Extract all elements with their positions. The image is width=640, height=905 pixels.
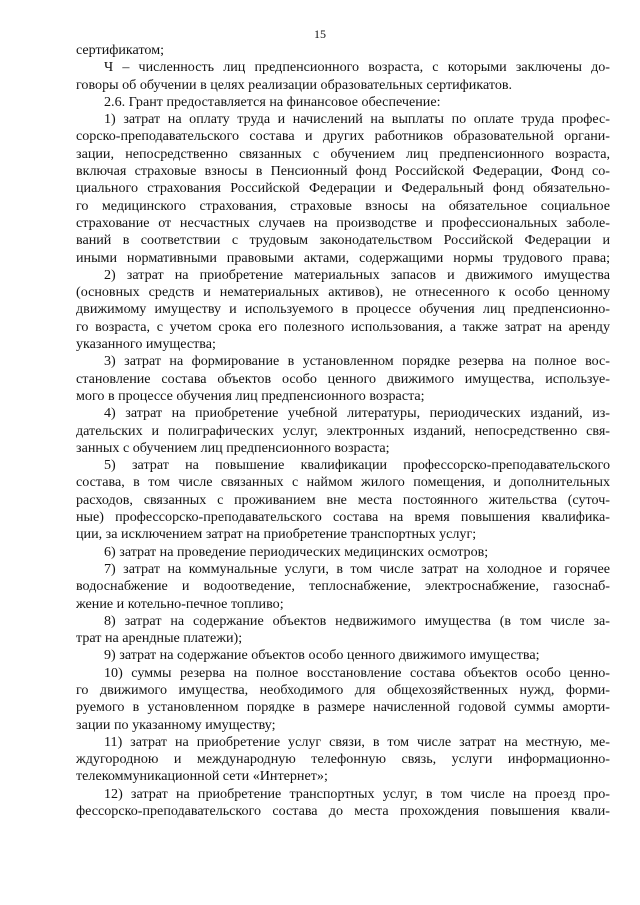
text-line: 2) затрат на приобретение материальных запасов и движимого имущества	[104, 266, 610, 283]
document-body	[76, 42, 610, 820]
text-line: занных с обучением лиц предпенсионного возраста;	[76, 439, 390, 456]
text-line: циального страхования Российской Федерации и Федеральный фонд обязательно-	[76, 180, 610, 197]
text-line: фессорско-преподавательского состава до места прохождения повышения квали-	[76, 803, 610, 820]
text-line: ваний в соответствии с трудовым законодательством Российской Федерации и	[76, 232, 610, 249]
text-line: указанного имущества;	[76, 336, 216, 353]
text-line: 11) затрат на приобретение услуг связи, в том числе затрат на местную, ме-	[104, 733, 610, 750]
page-number: 15	[314, 27, 326, 41]
text-line: расходов, связанных с проживанием вне места постоянного жительства (суточ-	[76, 491, 610, 508]
text-line: сертификатом;	[76, 42, 165, 58]
text-line: 2.6. Грант предоставляется на финансовое обеспечение:	[104, 93, 441, 110]
text-line: ции, за исключением затрат на приобретение транспортных услуг;	[76, 526, 477, 543]
text-line: го возраста, с учетом срока его полезного использования, а также затрат на аренду	[76, 318, 610, 335]
text-line: жение и котельно-печное топливо;	[76, 595, 284, 612]
text-line: 1) затрат на оплату труда и начислений на выплаты по оплате труда профес-	[104, 111, 610, 128]
text-line: сорско-преподавательского состава и других работников образовательной органи-	[76, 128, 610, 145]
text-line: го медицинского страхования, страховые взносы на обязательное социальное	[76, 197, 610, 214]
text-line: зации по указанному имуществу;	[76, 716, 276, 733]
text-line: 9) затрат на содержание объектов особо ценного движимого имущества;	[104, 647, 540, 664]
text-line: руемого в установленном порядке в размере начисленной годовой суммы аморти-	[76, 699, 610, 716]
text-line: движимому имуществу и используемого в процессе обучения лиц предпенсионно-	[76, 301, 610, 318]
text-line: страхование от несчастных случаев на производстве и профессиональных заболе-	[76, 214, 610, 231]
text-line: дательских и полиграфических услуг, электронных изданий, непосредственно свя-	[76, 422, 610, 439]
text-line: 7) затрат на коммунальные услуги, в том числе затрат на холодное и горячее	[104, 560, 610, 577]
text-line: Ч – численность лиц предпенсионного возраста, с которыми заключены до-	[104, 59, 610, 76]
text-line: 8) затрат на содержание объектов недвижимого имущества (в том числе за-	[104, 612, 610, 629]
text-line: ные) профессорско-преподавательского состава на время повышения квалифика-	[76, 509, 610, 526]
text-line: 5) затрат на повышение квалификации профессорско-преподавательского	[104, 457, 610, 474]
text-line: 3) затрат на формирование в установленном порядке резерва на полное вос-	[104, 353, 610, 370]
text-line: водоснабжение и водоотведение, теплоснабжение, электроснабжение, газоснаб-	[76, 578, 610, 595]
text-line: говоры об обучении в целях реализации образовательных сертификатов.	[76, 76, 513, 93]
text-line: состава, в том числе связанных с наймом жилого помещения, и дополнительных	[76, 474, 610, 491]
text-line: трат на арендные платежи);	[76, 630, 243, 647]
text-line: иными нормативными правовыми актами, содержащими нормы трудового права;	[76, 249, 610, 266]
text-line: (основных средств и нематериальных активов), не отнесенного к особо ценному	[76, 284, 610, 301]
text-line: 12) затрат на приобретение транспортных услуг, в том числе на проезд про-	[104, 785, 610, 802]
text-line: ждугородною и международную телефонную связь, услуги информационно-	[76, 751, 610, 768]
text-line: го движимого имущества, необходимого для общехозяйственных нужд, форми-	[76, 681, 610, 698]
text-line: включая страховые взносы в Пенсионный фонд Российской Федерации, Фонд со-	[76, 163, 610, 180]
text-line: мого в процессе обучения лиц предпенсионного возраста;	[76, 387, 425, 404]
text-line: телекоммуникационной сети «Интернет»;	[76, 768, 328, 785]
text-line: 10) суммы резерва на полное восстановление состава объектов особо ценно-	[104, 664, 610, 681]
text-line: становление состава объектов особо ценного движимого имущества, используе-	[76, 370, 610, 387]
text-line: 6) затрат на проведение периодических медицинских осмотров;	[104, 543, 489, 560]
text-line: зации, непосредственно связанных с обучением лиц предпенсионного возраста,	[76, 145, 610, 162]
text-line: 4) затрат на приобретение учебной литературы, периодических изданий, из-	[104, 405, 610, 422]
